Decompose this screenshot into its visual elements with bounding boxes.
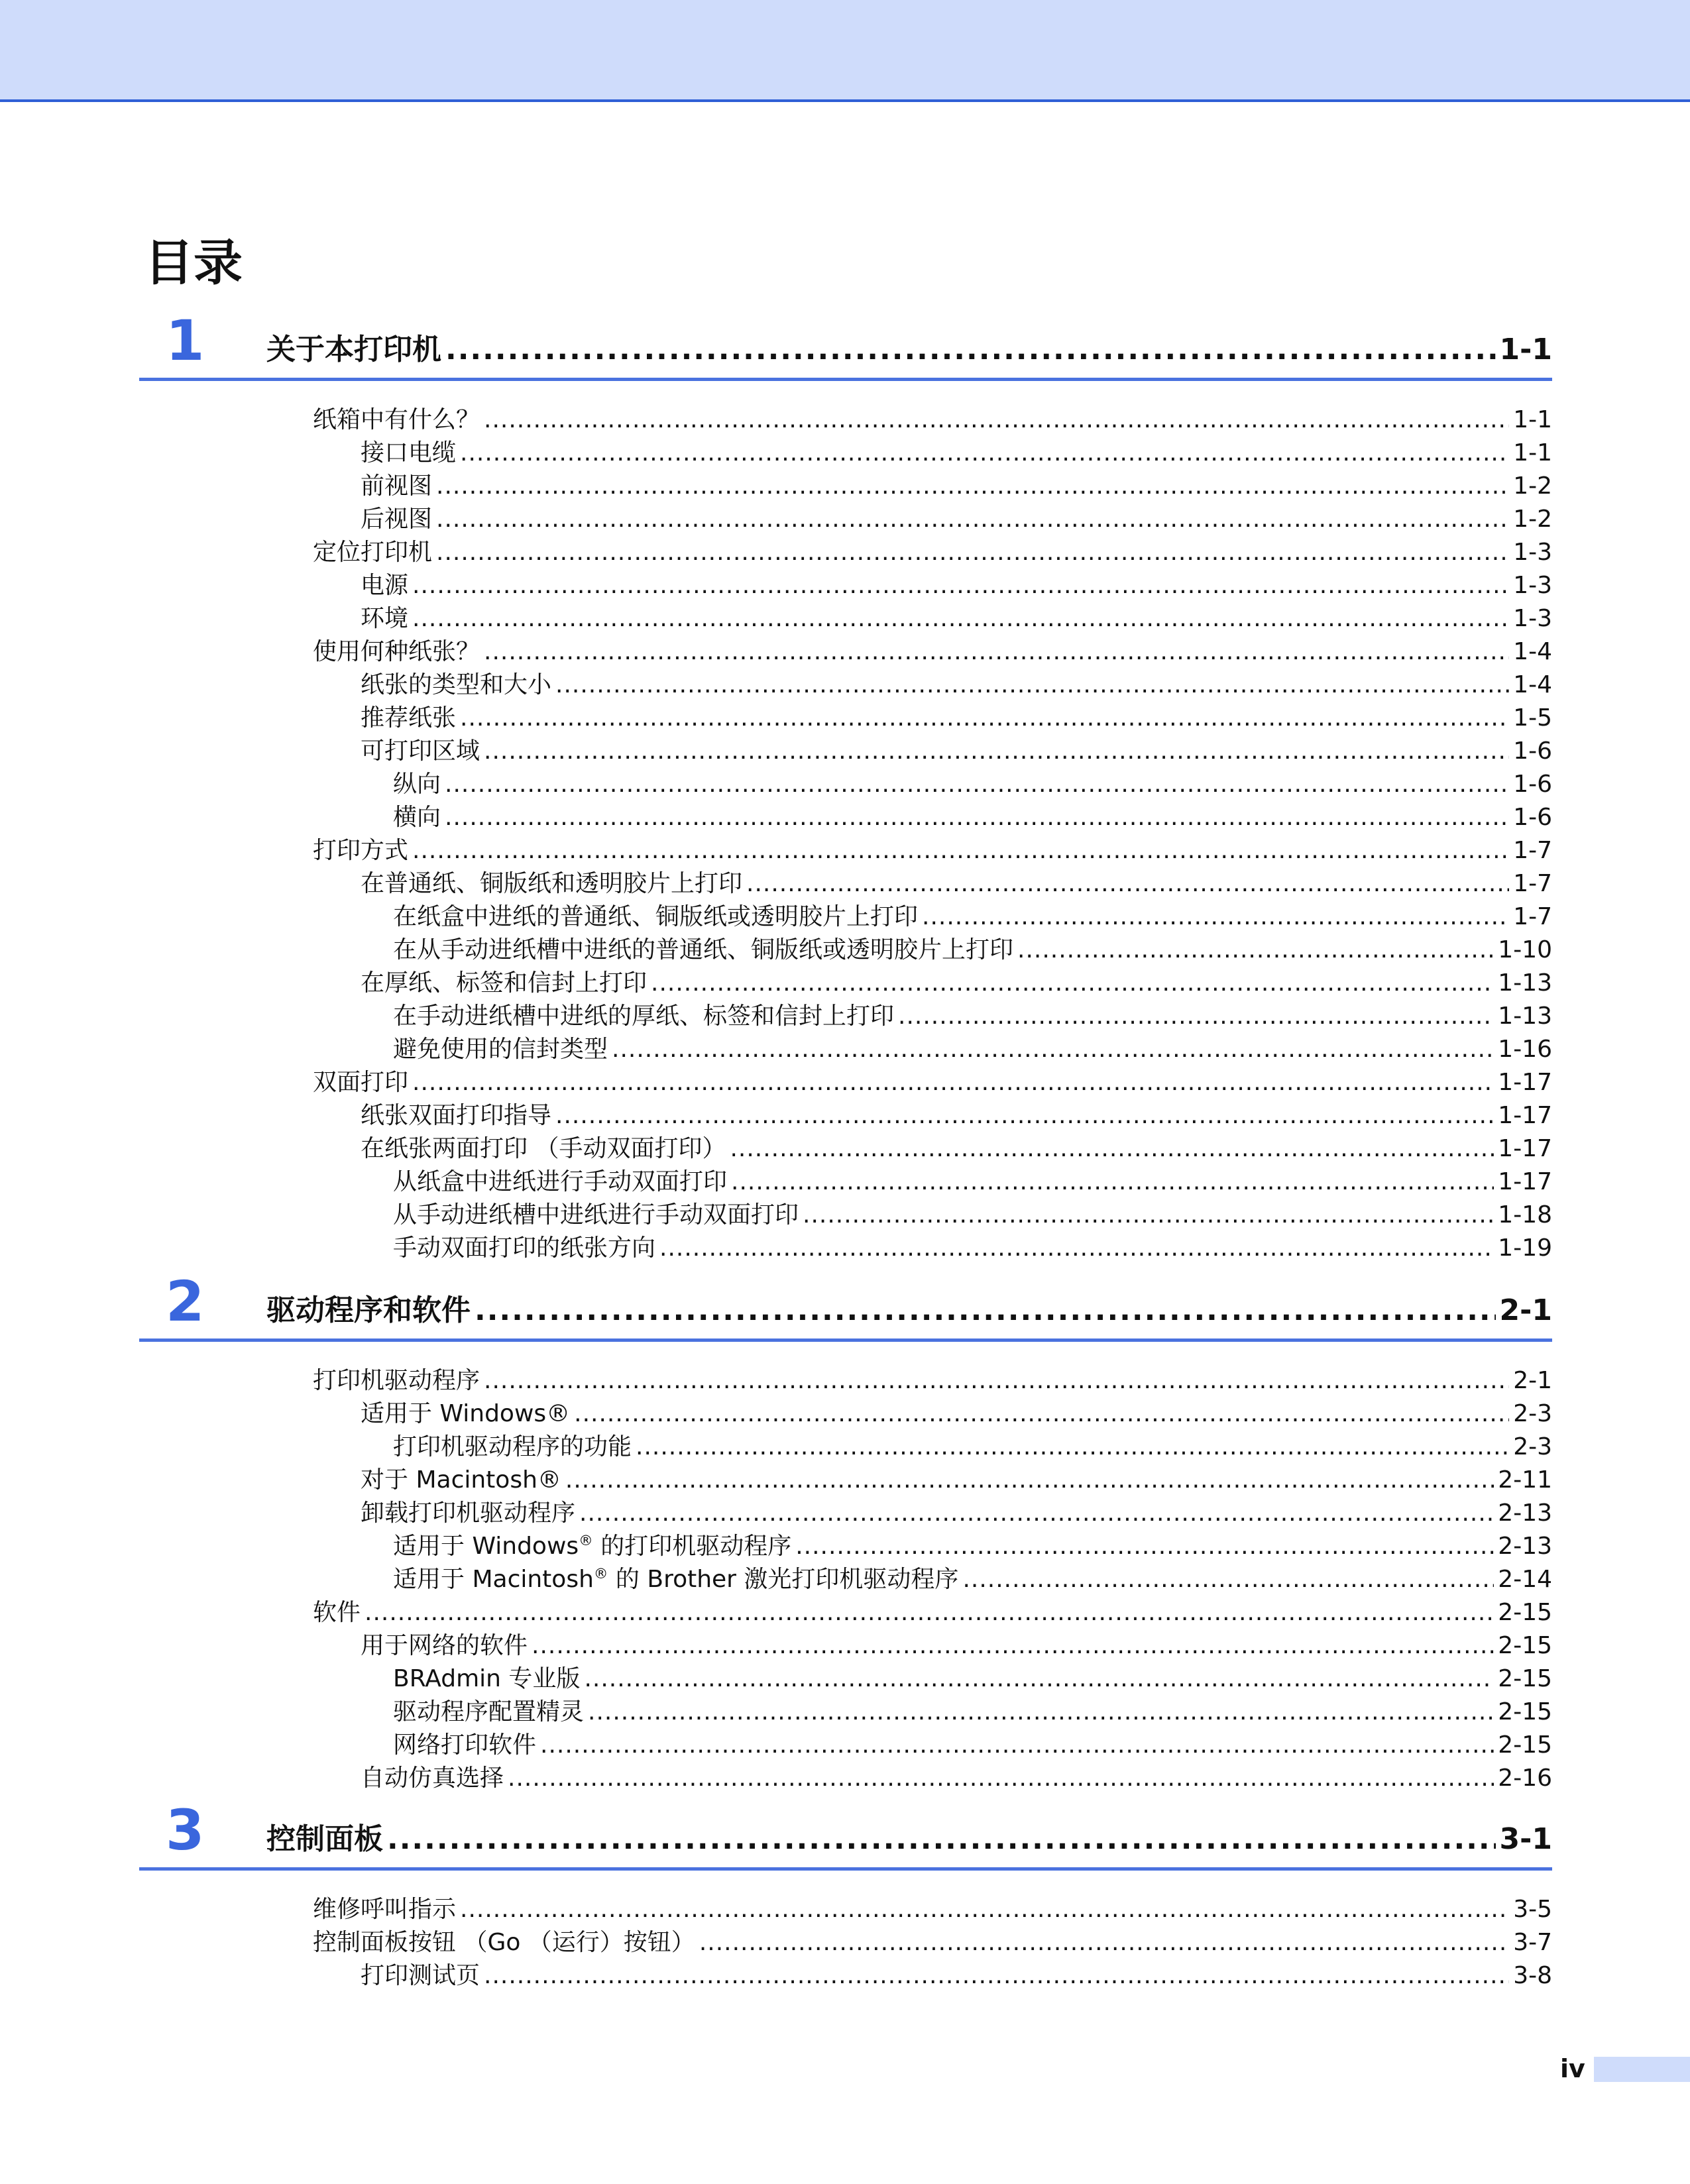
entry-page: 2-15: [1498, 1632, 1552, 1659]
entry-page: 1-17: [1498, 1168, 1552, 1195]
toc-entry[interactable]: [139, 901, 1552, 934]
entry-title: [361, 735, 480, 768]
entry-text: 环境: [361, 605, 409, 632]
entry-page: 1-17: [1498, 1069, 1552, 1096]
entry-page: 2-1: [1513, 1367, 1552, 1394]
entry-page: 3-5: [1513, 1896, 1552, 1923]
dot-leader: [445, 768, 1509, 801]
entry-page: 1-6: [1513, 771, 1552, 798]
entry-title: [393, 901, 918, 934]
entry-text: 在纸张两面打印 （手动双面打印）: [361, 1135, 726, 1162]
chapter-header: [139, 1798, 1552, 1871]
chapter-header: [139, 1269, 1552, 1342]
registered-mark: ®: [593, 1566, 608, 1582]
chapter-number: 3: [166, 1798, 205, 1863]
entry-title: [313, 404, 480, 437]
dot-leader: [460, 702, 1509, 735]
entry-text: 控制面板按钮 （Go （运行）按钮）: [313, 1929, 695, 1956]
chapter-title-link[interactable]: [266, 1292, 1552, 1329]
entry-title: [393, 1563, 958, 1596]
entry-page: 1-7: [1513, 870, 1552, 897]
entry-title: [393, 934, 1013, 967]
chapter-header: [139, 308, 1552, 381]
entry-page: 1-2: [1513, 472, 1552, 500]
toc-entry[interactable]: [139, 1663, 1552, 1696]
toc-entry[interactable]: [139, 1629, 1552, 1663]
entry-text-after: 的 Brother 激光打印机驱动程序: [608, 1566, 959, 1593]
toc-entry[interactable]: [139, 768, 1552, 801]
entry-title: [361, 503, 432, 536]
entry-page: 2-13: [1498, 1500, 1552, 1527]
dot-leader: [484, 1364, 1509, 1397]
entry-title: [393, 1663, 580, 1696]
header-band: [0, 0, 1690, 102]
toc-entry[interactable]: [139, 1066, 1552, 1099]
toc-entry[interactable]: [139, 801, 1552, 834]
entry-page: 2-15: [1498, 1731, 1552, 1759]
entry-page: 1-16: [1498, 1036, 1552, 1063]
entry-title: [361, 1629, 528, 1663]
entry-page: 2-14: [1498, 1566, 1552, 1593]
dot-leader: [699, 1926, 1509, 1959]
toc-entry[interactable]: [139, 1762, 1552, 1795]
toc-entry[interactable]: [139, 1497, 1552, 1530]
chapter-number: 1: [166, 308, 205, 373]
dot-leader: [445, 331, 1496, 368]
dot-leader: [731, 1166, 1494, 1199]
entry-page: 1-19: [1498, 1234, 1552, 1262]
toc-entry[interactable]: [139, 967, 1552, 1000]
toc-entry[interactable]: [139, 1199, 1552, 1232]
toc-entry[interactable]: [139, 1166, 1552, 1199]
entry-title: [313, 834, 408, 867]
entry-title: [361, 702, 456, 735]
entry-text: 避免使用的信封类型: [393, 1036, 608, 1063]
toc-entry[interactable]: [139, 1232, 1552, 1265]
entry-page: 1-10: [1498, 936, 1552, 963]
entry-text: 对于 Macintosh®: [361, 1466, 561, 1494]
entry-text: 打印测试页: [361, 1962, 480, 1989]
entry-title: [361, 1397, 570, 1431]
entry-text: 使用何种纸张？: [313, 638, 480, 665]
toc-entry[interactable]: [139, 669, 1552, 702]
entry-title: [393, 1000, 894, 1033]
dot-leader: [579, 1497, 1494, 1530]
entry-title: [361, 1099, 551, 1132]
toc-list: [139, 1893, 1552, 1993]
entry-page: 1-4: [1513, 671, 1552, 698]
entry-text: 网络打印软件: [393, 1731, 537, 1759]
entry-title: [361, 1464, 561, 1497]
toc-entry[interactable]: [139, 1364, 1552, 1397]
entry-title: [361, 1132, 726, 1166]
entry-text: 纸张双面打印指导: [361, 1102, 552, 1129]
entry-text: 推荐纸张: [361, 704, 457, 732]
dot-leader: [588, 1696, 1494, 1729]
dot-leader: [565, 1464, 1494, 1497]
entry-text: 在普通纸、铜版纸和透明胶片上打印: [361, 870, 743, 897]
entry-text: 在厚纸、标签和信封上打印: [361, 969, 648, 997]
footer-tab: [1594, 2057, 1690, 2082]
entry-text: 软件: [313, 1599, 361, 1626]
entry-title: [361, 602, 408, 635]
entry-page: 2-3: [1513, 1433, 1552, 1460]
toc-entry[interactable]: [139, 1397, 1552, 1431]
entry-title: [361, 1762, 504, 1795]
entry-text: 从手动进纸槽中进纸进行手动双面打印: [393, 1201, 799, 1228]
entry-page: 1-3: [1513, 605, 1552, 632]
chapter-number: 2: [166, 1269, 205, 1334]
entry-page: 2-15: [1498, 1665, 1552, 1692]
entry-title: [361, 867, 742, 901]
entry-title: [361, 569, 408, 602]
chapter-title-link[interactable]: [266, 331, 1552, 368]
entry-title: [361, 967, 647, 1000]
dot-leader: [436, 503, 1509, 536]
entry-text: 适用于 Windows: [393, 1533, 579, 1560]
entry-title: [313, 1364, 480, 1397]
toc-entry[interactable]: [139, 503, 1552, 536]
chapter-title: 控制面板: [266, 1822, 383, 1856]
entry-page: 1-13: [1498, 1003, 1552, 1030]
toc-entry[interactable]: [139, 536, 1552, 569]
entry-page: 1-1: [1513, 406, 1552, 433]
dot-leader: [803, 1199, 1494, 1232]
toc-entry[interactable]: [139, 569, 1552, 602]
page-title: 目录: [144, 235, 243, 292]
entry-page: 2-16: [1498, 1765, 1552, 1792]
entry-page: 1-17: [1498, 1102, 1552, 1129]
dot-leader: [460, 1893, 1509, 1926]
entry-title: [393, 1166, 727, 1199]
dot-leader: [636, 1431, 1509, 1464]
entry-text: 可打印区域: [361, 737, 480, 765]
toc-entry[interactable]: [139, 437, 1552, 470]
registered-mark: ®: [579, 1533, 593, 1549]
entry-title: [313, 1596, 361, 1629]
dot-leader: [484, 635, 1509, 669]
entry-title: [361, 1959, 480, 1993]
entry-text: 定位打印机: [313, 539, 433, 566]
dot-leader: [584, 1663, 1494, 1696]
entry-title: [361, 1497, 575, 1530]
chapter-page: 3-1: [1499, 1822, 1552, 1856]
dot-leader: [555, 669, 1509, 702]
chapter-2: [139, 1269, 1552, 1795]
entry-title: [313, 1066, 408, 1099]
entry-text: 前视图: [361, 472, 433, 500]
chapter-title: 驱动程序和软件: [266, 1293, 471, 1327]
entry-page: 1-13: [1498, 969, 1552, 997]
entry-text: 维修呼叫指示: [313, 1896, 457, 1923]
entry-text: 打印方式: [313, 837, 409, 864]
dot-leader: [1017, 934, 1494, 967]
toc-list: [139, 404, 1552, 1265]
entry-title: [313, 536, 432, 569]
toc-list: [139, 1364, 1552, 1795]
entry-page: 1-6: [1513, 737, 1552, 765]
entry-text-after: 的打印机驱动程序: [592, 1533, 792, 1560]
toc-entry[interactable]: [139, 1431, 1552, 1464]
entry-title: [393, 1431, 632, 1464]
entry-text: 自动仿真选择: [361, 1765, 504, 1792]
toc-entry[interactable]: [139, 1000, 1552, 1033]
entry-page: 1-3: [1513, 572, 1552, 599]
entry-title: [313, 1926, 695, 1959]
entry-text: 用于网络的软件: [361, 1632, 528, 1659]
entry-title: [361, 669, 551, 702]
toc-entry[interactable]: [139, 834, 1552, 867]
toc-entry[interactable]: [139, 1464, 1552, 1497]
entry-text: 打印机驱动程序的功能: [393, 1433, 632, 1460]
entry-title: [393, 1696, 584, 1729]
dot-leader: [540, 1729, 1494, 1762]
entry-text: 从纸盒中进纸进行手动双面打印: [393, 1168, 728, 1195]
dot-leader: [445, 801, 1509, 834]
entry-page: 1-17: [1498, 1135, 1552, 1162]
dot-leader: [730, 1132, 1494, 1166]
dot-leader: [412, 602, 1509, 635]
entry-text: 打印机驱动程序: [313, 1367, 480, 1394]
dot-leader: [436, 536, 1509, 569]
toc-entry[interactable]: [139, 1926, 1552, 1959]
dot-leader: [574, 1397, 1509, 1431]
dot-leader: [555, 1099, 1494, 1132]
entry-page: 1-6: [1513, 804, 1552, 831]
dot-leader: [795, 1530, 1494, 1563]
toc-entry[interactable]: [139, 1696, 1552, 1729]
dot-leader: [746, 867, 1509, 901]
dot-leader: [898, 1000, 1494, 1033]
page-number: iv: [1560, 2054, 1585, 2083]
dot-leader: [612, 1033, 1494, 1066]
entry-page: 1-4: [1513, 638, 1552, 665]
entry-title: [393, 1232, 655, 1265]
dot-leader: [387, 1821, 1496, 1858]
entry-page: 1-2: [1513, 506, 1552, 533]
toc-entry[interactable]: [139, 867, 1552, 901]
toc-entry[interactable]: [139, 702, 1552, 735]
dot-leader: [412, 834, 1509, 867]
dot-leader: [460, 437, 1509, 470]
toc-entry[interactable]: [139, 1132, 1552, 1166]
entry-text: 适用于 Macintosh: [393, 1566, 594, 1593]
entry-title: [393, 801, 441, 834]
toc-entry[interactable]: [139, 635, 1552, 669]
dot-leader: [532, 1629, 1494, 1663]
dot-leader: [659, 1232, 1494, 1265]
entry-page: 1-7: [1513, 903, 1552, 930]
chapter-title: 关于本打印机: [266, 333, 441, 366]
dot-leader: [436, 470, 1509, 503]
dot-leader: [475, 1292, 1496, 1329]
chapter-1: [139, 308, 1552, 1265]
entry-title: [313, 1893, 456, 1926]
toc-entry[interactable]: [139, 1033, 1552, 1066]
entry-text: 适用于 Windows®: [361, 1400, 571, 1427]
entry-text: 纸张的类型和大小: [361, 671, 552, 698]
dot-leader: [962, 1563, 1494, 1596]
dot-leader: [651, 967, 1494, 1000]
entry-page: 2-15: [1498, 1599, 1552, 1626]
entry-title: [393, 1033, 608, 1066]
entry-page: 2-11: [1498, 1466, 1552, 1494]
chapter-title-link[interactable]: [266, 1821, 1552, 1858]
entry-title: [393, 1199, 799, 1232]
entry-text: BRAdmin 专业版: [393, 1665, 581, 1692]
entry-text: 在从手动进纸槽中进纸的普通纸、铜版纸或透明胶片上打印: [393, 936, 1014, 963]
entry-text: 手动双面打印的纸张方向: [393, 1234, 656, 1262]
toc-entry[interactable]: [139, 1530, 1552, 1563]
entry-title: [393, 1729, 536, 1762]
entry-text: 卸载打印机驱动程序: [361, 1500, 576, 1527]
entry-page: 1-5: [1513, 704, 1552, 732]
toc-entry[interactable]: [139, 404, 1552, 437]
toc-entry[interactable]: [139, 934, 1552, 967]
chapter-page: 2-1: [1499, 1293, 1552, 1327]
dot-leader: [922, 901, 1509, 934]
dot-leader: [412, 569, 1509, 602]
chapter-page: 1-1: [1499, 333, 1552, 366]
entry-page: 1-18: [1498, 1201, 1552, 1228]
entry-page: 1-7: [1513, 837, 1552, 864]
dot-leader: [365, 1596, 1494, 1629]
entry-text: 横向: [393, 804, 441, 831]
toc-entry[interactable]: [139, 735, 1552, 768]
entry-text: 后视图: [361, 506, 433, 533]
chapter-3: [139, 1798, 1552, 1993]
toc-entry[interactable]: [139, 1959, 1552, 1993]
entry-text: 在手动进纸槽中进纸的厚纸、标签和信封上打印: [393, 1003, 895, 1030]
dot-leader: [412, 1066, 1494, 1099]
entry-page: 2-15: [1498, 1698, 1552, 1725]
entry-text: 在纸盒中进纸的普通纸、铜版纸或透明胶片上打印: [393, 903, 919, 930]
entry-title: [393, 768, 441, 801]
entry-page: 3-7: [1513, 1929, 1552, 1956]
entry-page: 1-1: [1513, 439, 1552, 466]
entry-title: [361, 470, 432, 503]
entry-text: 纸箱中有什么？: [313, 406, 480, 433]
entry-text: 驱动程序配置精灵: [393, 1698, 585, 1725]
entry-text: 纵向: [393, 771, 441, 798]
toc-entry[interactable]: [139, 1099, 1552, 1132]
entry-page: 3-8: [1513, 1962, 1552, 1989]
entry-page: 2-13: [1498, 1533, 1552, 1560]
toc-entry[interactable]: [139, 1893, 1552, 1926]
dot-leader: [484, 735, 1509, 768]
toc-entry[interactable]: [139, 602, 1552, 635]
toc-entry[interactable]: [139, 1596, 1552, 1629]
dot-leader: [508, 1762, 1494, 1795]
toc-entry[interactable]: [139, 1563, 1552, 1596]
toc-entry[interactable]: [139, 470, 1552, 503]
entry-title: [393, 1530, 791, 1563]
entry-text: 接口电缆: [361, 439, 457, 466]
dot-leader: [484, 404, 1509, 437]
entry-page: 1-3: [1513, 539, 1552, 566]
entry-title: [361, 437, 456, 470]
entry-page: 2-3: [1513, 1400, 1552, 1427]
entry-title: [313, 635, 480, 669]
entry-text: 电源: [361, 572, 409, 599]
toc-entry[interactable]: [139, 1729, 1552, 1762]
dot-leader: [484, 1959, 1509, 1993]
entry-text: 双面打印: [313, 1069, 409, 1096]
